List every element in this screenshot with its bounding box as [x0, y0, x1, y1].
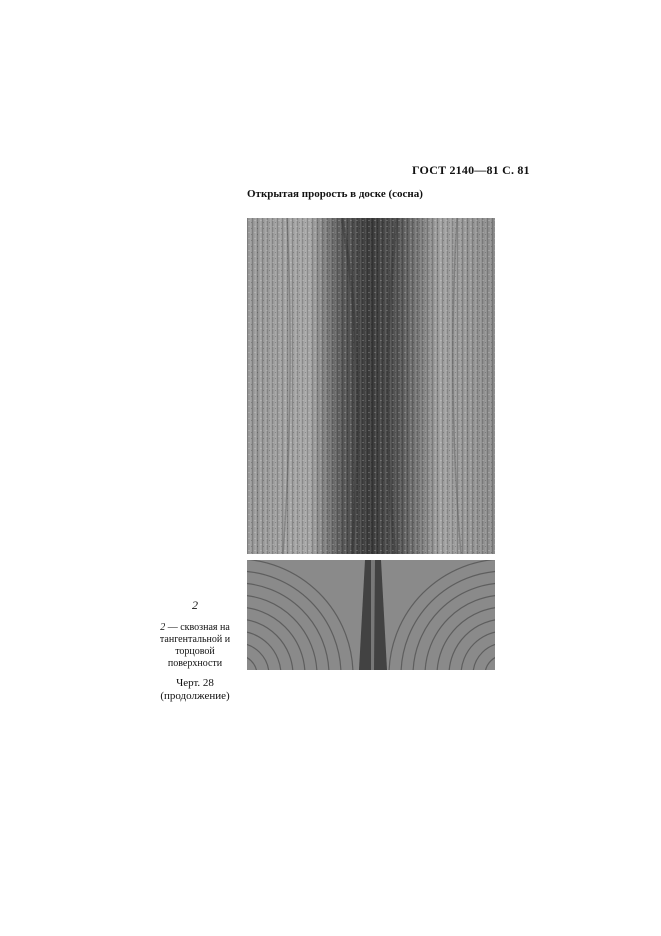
- caption-number: 2: [160, 622, 166, 633]
- page-header: ГОСТ 2140—81 С. 81: [412, 163, 530, 177]
- chart-label: [150, 677, 240, 703]
- figure-number: 2: [192, 598, 198, 612]
- chart-label-number: Черт. 28: [176, 677, 214, 689]
- end-surface-photo: [247, 560, 495, 670]
- figure-caption: [150, 622, 240, 670]
- chart-label-continuation: (продолжение): [160, 690, 230, 702]
- caption-text: — сквозная на тангентальной и торцовой поверхности: [159, 622, 231, 669]
- tangential-surface-photo: [247, 218, 495, 554]
- figure-title: Открытая прорость в доске (сосна): [247, 188, 423, 200]
